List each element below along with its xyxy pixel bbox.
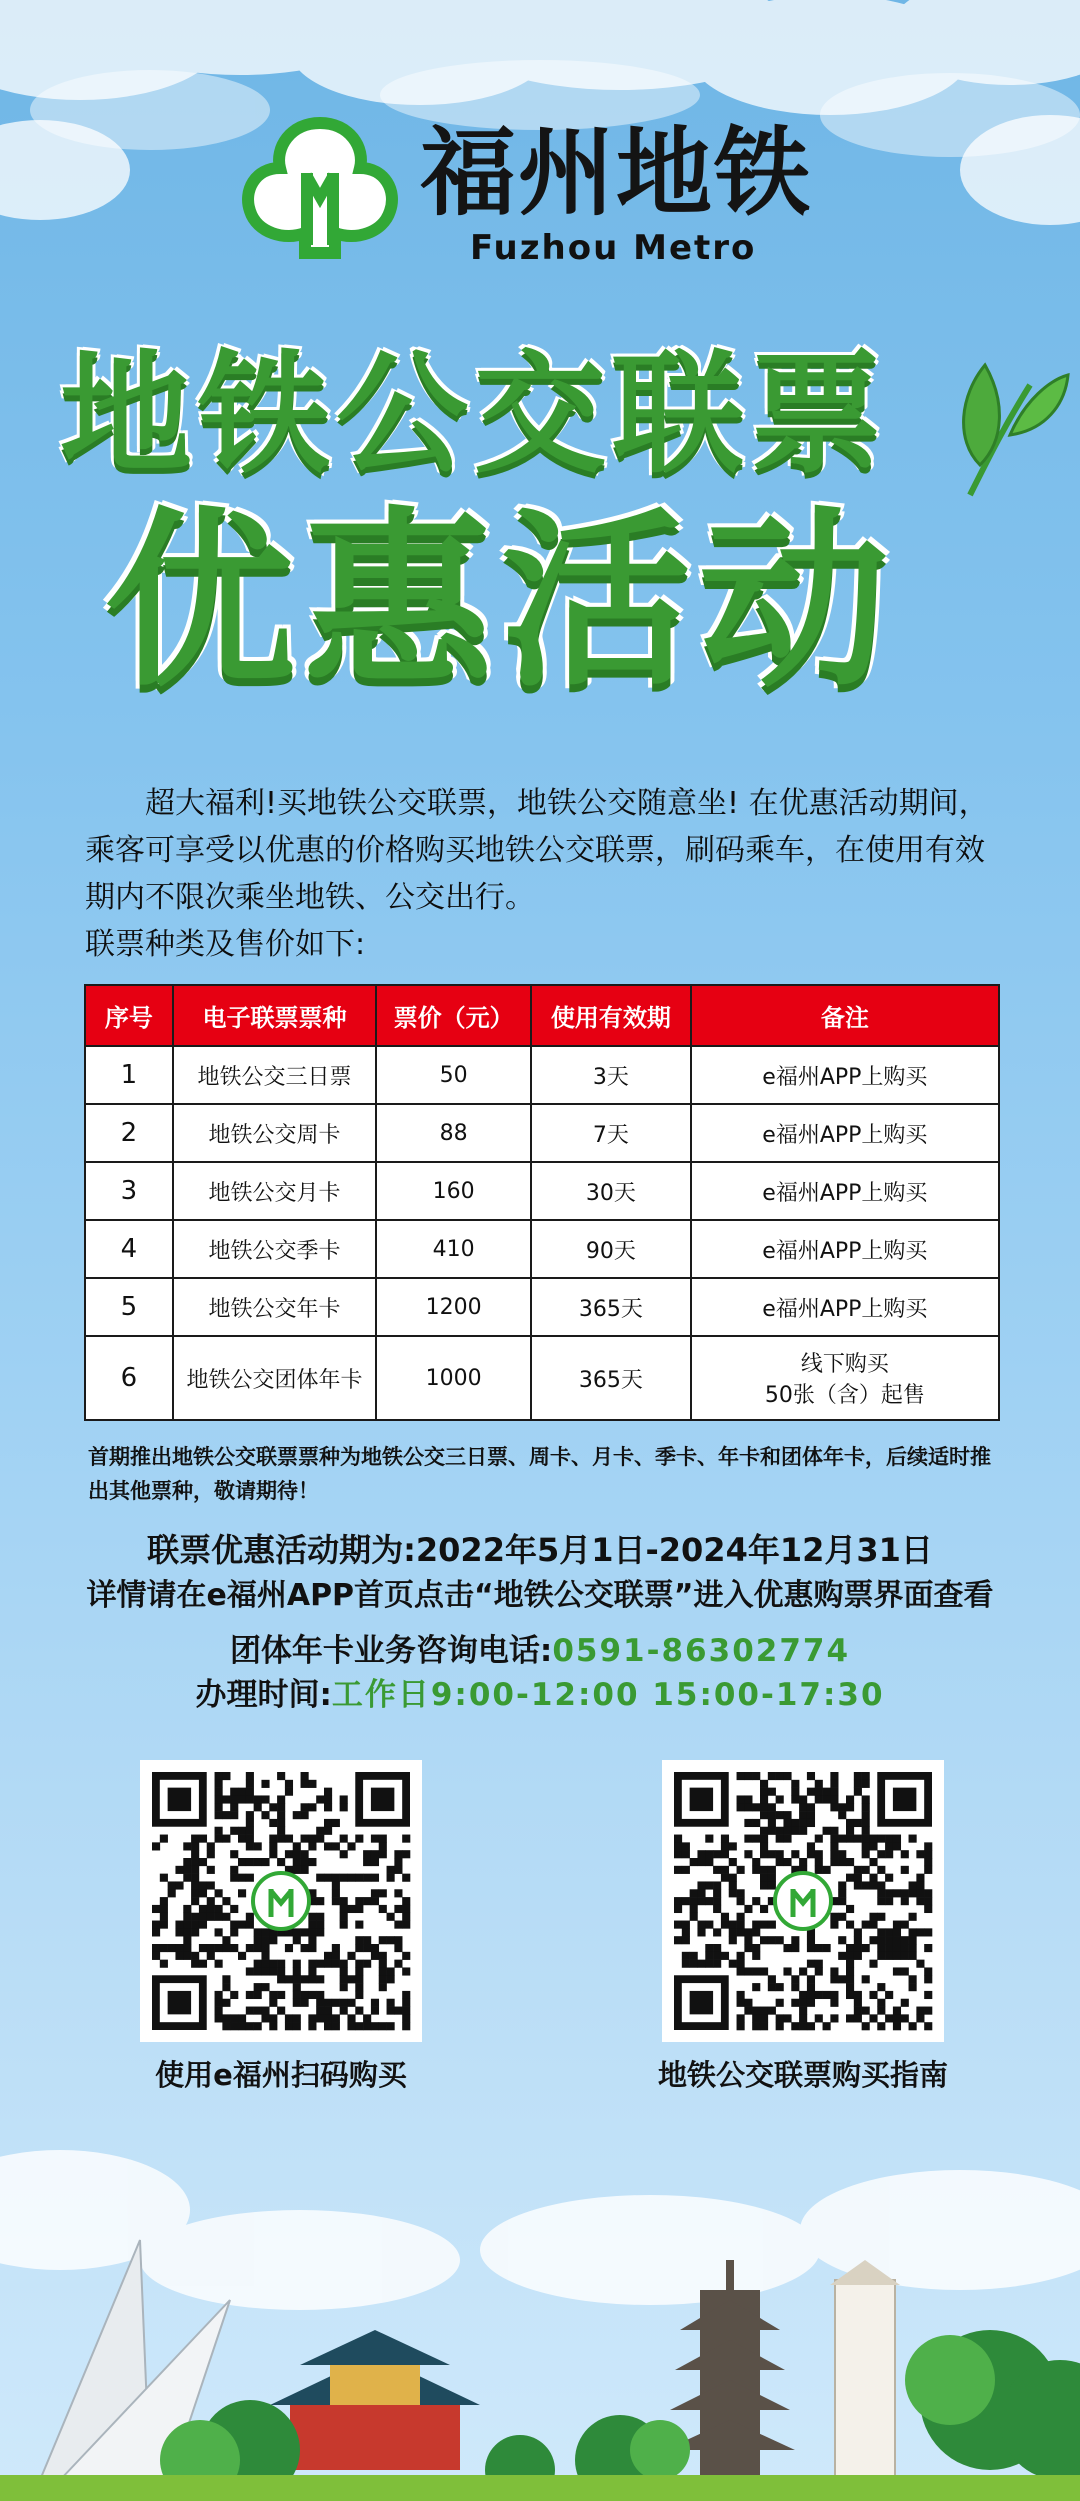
intro-paragraph: 超大福利!买地铁公交联票，地铁公交随意坐! 在优惠活动期间，乘客可享受以优惠的价格购买地铁公交联票，刷码乘车，在使用有效期内不限次乘坐地铁、公交出行。 — [85, 786, 989, 915]
cell-price: 50 — [376, 1046, 531, 1104]
cell-price: 1000 — [376, 1336, 531, 1420]
qr-code-right[interactable] — [662, 1760, 944, 2042]
cell-note: e福州APP上购买 — [691, 1220, 999, 1278]
hotline-label: 团体年卡业务咨询电话: — [229, 1633, 553, 1669]
cell-price: 160 — [376, 1162, 531, 1220]
title-line1: 地铁公交联票 — [60, 338, 888, 492]
cell-seq: 6 — [85, 1336, 173, 1420]
cell-price: 88 — [376, 1104, 531, 1162]
table-row — [85, 1104, 999, 1162]
office-hours — [0, 1672, 1080, 1718]
hours-value: 工作日9:00-12:00 15:00-17:30 — [331, 1677, 885, 1713]
header-validity: 使用有效期 — [531, 985, 691, 1046]
table-row — [85, 1278, 999, 1336]
table-row — [85, 1220, 999, 1278]
header-type: 电子联票票种 — [173, 985, 376, 1046]
table-header-row — [85, 985, 999, 1046]
activity-period: 联票优惠活动期为:2022年5月1日-2024年12月31日 — [147, 1531, 933, 1569]
intro-section — [85, 780, 1005, 968]
cell-note: e福州APP上购买 — [691, 1162, 999, 1220]
cell-price: 1200 — [376, 1278, 531, 1336]
hotline-number: 0591-86302774 — [552, 1633, 851, 1669]
table-row — [85, 1046, 999, 1104]
cell-validity: 365天 — [531, 1336, 691, 1420]
metro-logo-icon — [235, 113, 405, 263]
cell-seq: 5 — [85, 1278, 173, 1336]
cell-note: e福州APP上购买 — [691, 1046, 999, 1104]
cell-validity: 365天 — [531, 1278, 691, 1336]
cell-seq: 2 — [85, 1104, 173, 1162]
header-price: 票价（元） — [376, 985, 531, 1046]
cell-type: 地铁公交三日票 — [173, 1046, 376, 1104]
qr-code-left[interactable] — [140, 1760, 422, 2042]
header-note: 备注 — [691, 985, 999, 1046]
intro-subheading: 联票种类及售价如下: — [85, 927, 366, 962]
qr-caption-right: 地铁公交联票购买指南 — [657, 2058, 948, 2092]
cell-note-line1: 线下购买 — [800, 1352, 889, 1377]
cell-note: e福州APP上购买 — [691, 1278, 999, 1336]
city-skyline-illustration — [0, 2150, 1080, 2501]
cell-type: 地铁公交周卡 — [173, 1104, 376, 1162]
cell-note-line2: 50张（含）起售 — [764, 1383, 925, 1408]
table-row — [85, 1162, 999, 1220]
qr-code-icon — [140, 1760, 422, 2042]
cell-type: 地铁公交年卡 — [173, 1278, 376, 1336]
table-row — [85, 1336, 999, 1420]
cell-price: 410 — [376, 1220, 531, 1278]
brand-name-en: Fuzhou Metro — [470, 228, 757, 268]
cell-seq: 4 — [85, 1220, 173, 1278]
title-line2: 优惠活动 — [105, 491, 898, 712]
brand-name-cn: 福州地铁 — [420, 117, 812, 229]
cell-seq: 3 — [85, 1162, 173, 1220]
footnote: 首期推出地铁公交联票票种为地铁公交三日票、周卡、月卡、季卡、年卡和团体年卡，后续适时推出其他票种，敬请期待！ — [88, 1445, 991, 1503]
leaf-icon — [950, 345, 1070, 505]
cell-type: 地铁公交月卡 — [173, 1162, 376, 1220]
cell-note — [691, 1336, 999, 1420]
qr-caption-left: 使用e福州扫码购买 — [155, 2058, 407, 2092]
hotline — [0, 1628, 1080, 1674]
cell-validity: 90天 — [531, 1220, 691, 1278]
cell-type: 地铁公交团体年卡 — [173, 1336, 376, 1420]
cell-validity: 7天 — [531, 1104, 691, 1162]
cell-note: e福州APP上购买 — [691, 1104, 999, 1162]
cell-validity: 3天 — [531, 1046, 691, 1104]
cell-validity: 30天 — [531, 1162, 691, 1220]
header-seq: 序号 — [85, 985, 173, 1046]
cell-seq: 1 — [85, 1046, 173, 1104]
hours-label: 办理时间: — [195, 1677, 332, 1713]
qr-code-icon — [662, 1760, 944, 2042]
ticket-table — [84, 984, 1000, 1421]
detail-instructions: 详情请在e福州APP首页点击“地铁公交联票”进入优惠购票界面查看 — [86, 1578, 994, 1613]
cell-type: 地铁公交季卡 — [173, 1220, 376, 1278]
